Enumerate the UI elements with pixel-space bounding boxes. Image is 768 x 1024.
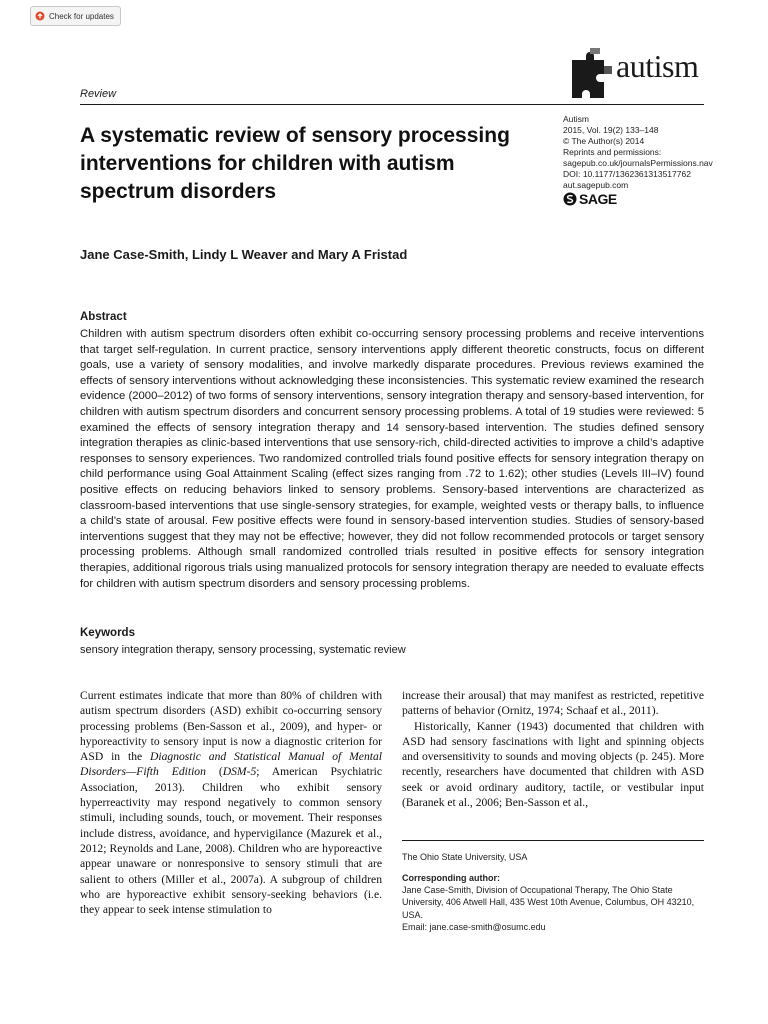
check-for-updates-button[interactable]	[30, 6, 121, 26]
keywords-text: sensory integration therapy, sensory processing, systematic review	[80, 644, 406, 656]
corresponding-author-heading: Corresponding author:	[402, 873, 500, 883]
body-paragraph: Historically, Kanner (1943) documented that children with ASD had sensory fascinations with light and spinning objects and oversensitivity to sounds and moving objects (p. 245). More recently, researchers have documented that children with ASD seek or avoid ordinary auditory, tactile, or vestibular input (Baranek et al., 2006; Ben-Sasson et al.,	[402, 719, 704, 810]
journal-logo	[568, 46, 708, 102]
doi-link[interactable]: DOI: 10.1177/1362361313517762	[563, 169, 691, 179]
body-text-run: ; American Psychiatric Association, 2013). Children who exhibit sensory hyperreactivity may respond negatively to common sensory stimuli, including sounds, touch, or movement. Their responses include distress, avoidance, and hypervigilance (Mazurek et al., 2012; Reynolds and Lane, 2008). Children who are hyporeactive appear unaware or nonresponsive to sensory stimuli that are salient to others (Miller et al., 2007a). A subgroup of children who are hyporeactive exhibit sensory-seeking behaviors (i.e. they appear to seek intense stimulation to	[80, 765, 382, 917]
update-badge-icon	[35, 11, 45, 21]
corresponding-author-email[interactable]: Email: jane.case-smith@osumc.edu	[402, 921, 546, 932]
abstract-text: Children with autism spectrum disorders often exhibit co-occurring sensory processing problems and receive interventions that target self-regulation. In current practice, sensory interventions apply different theoretic constructs, focus on different goals, use a variety of sensory modalities, and involve markedly disparate procedures. Previous reviews examined the effects of sensory interventions without acknowledging these inconsistencies. This systematic review examined the research evidence (2000–2012) of two forms of sensory interventions, sensory integration therapy and sensory-based intervention, for children with autism spectrum disorders and concurrent sensory processing problems. A total of 19 studies were reviewed: 5 examined the effects of sensory integration therapy and 14 sensory-based intervention. The studies defined sensory integration therapies as clinic-based interventions that use sensory-rich, child-directed activities to improve a child’s adaptive responses to sensory experiences. Two randomized controlled trials found positive effects for sensory integration therapy on child performance using Goal Attainment Scaling (effect sizes ranging from .72 to 1.62); other studies (Levels III–IV) found positive effects on reducing behaviors linked to sensory problems. Sensory-based interventions are characterized as classroom-based interventions that use single-sensory strategies, for example, weighted vests or therapy balls, to influence a child’s state of arousal. Few positive effects were found in sensory-based intervention studies. Studies of sensory-based interventions suggest that they may not be effective; however, they did not follow recommended protocols or target sensory processing problems. Although small randomized controlled trials resulted in positive effects for sensory integration therapies, additional rigorous trials using manualized protocols for sensory integration therapy are needed to evaluate effects for children with autism spectrum disorders and sensory processing problems.	[80, 328, 704, 590]
copyright-line: © The Author(s) 2014	[563, 136, 645, 146]
dsm-title: Diagnostic and Statistical Manual of Mental Disorders—Fifth Edition	[80, 750, 382, 779]
abstract-heading: Abstract	[80, 311, 127, 323]
dsm-abbrev: DSM-5	[222, 765, 257, 779]
journal-site-link[interactable]: aut.sagepub.com	[563, 180, 629, 190]
sage-logo-icon	[563, 192, 577, 206]
body-paragraph: increase their arousal) that may manifest as restricted, repetitive patterns of behavior (Ornitz, 1974; Schaaf et al., 2011).	[402, 689, 704, 718]
body-column-left	[80, 688, 382, 917]
header-rule	[80, 104, 704, 105]
author-affiliation: The Ohio State University, USA	[402, 852, 528, 862]
body-text-run: (	[205, 765, 223, 779]
body-column-right	[402, 688, 704, 810]
corresponding-author	[402, 872, 702, 933]
body-text-run: Current estimates indicate that more than 80% of children with autism spectrum disorders (ASD) exhibit co-occurring sensory processing problems (Ben-Sasson et al., 2009), and hyper- or hyporeactivity to sensory input is now a diagnostic criterion for ASD in the	[80, 689, 382, 764]
journal-metadata	[563, 114, 753, 191]
check-for-updates-label: Check for updates	[49, 11, 114, 21]
reprints-label: Reprints and permissions:	[563, 147, 662, 157]
body-paragraph	[80, 688, 382, 917]
section-label: Review	[80, 88, 117, 100]
volume-info: 2015, Vol. 19(2) 133–148	[563, 125, 659, 135]
reprints-link[interactable]: sagepub.co.uk/journalsPermissions.nav	[563, 158, 713, 168]
article-title: A systematic review of sensory processing interventions for children with autism spectrum disorders	[80, 124, 510, 203]
footnote-rule	[402, 840, 704, 841]
author-list: Jane Case-Smith, Lindy L Weaver and Mary A Fristad	[80, 247, 408, 262]
journal-name: Autism	[563, 114, 589, 124]
corresponding-author-address: Jane Case-Smith, Division of Occupational Therapy, The Ohio State University, 406 Atwell Hall, 435 West 10th Avenue, Columbus, OH 43210, USA.	[402, 885, 695, 920]
keywords-heading: Keywords	[80, 627, 135, 639]
journal-logo-wordmark: autism	[616, 48, 699, 84]
publisher-name: SAGE	[579, 191, 617, 207]
publisher-logo	[563, 191, 617, 207]
